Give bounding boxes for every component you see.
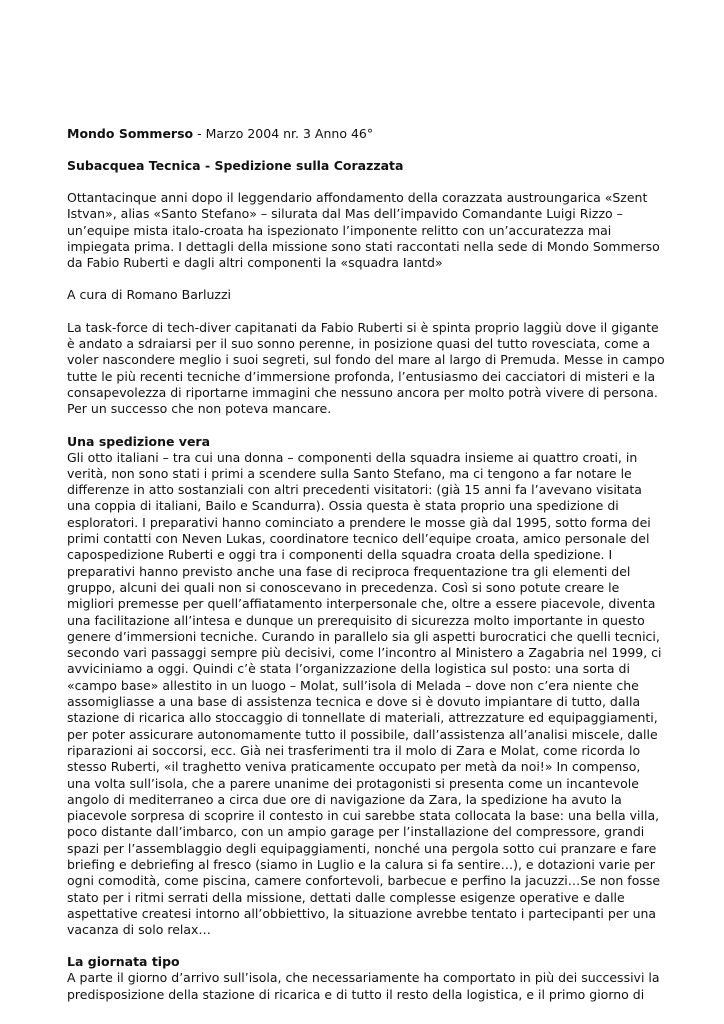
article-subtitle: Subacquea Tecnica - Spedizione sulla Corazzata [67,158,404,173]
issue-info: - Marzo 2004 nr. 3 Anno 46° [193,126,374,141]
author-line: A cura di Romano Barluzzi [67,287,231,303]
document-page [67,126,667,1003]
masthead [67,126,667,142]
section-title-spedizione: Una spedizione vera [67,433,211,449]
intro-paragraph: Ottantacinque anni dopo il leggendario affondamento della corazzata austroungarica «Szent Istvan», alias «Santo Stefano» – silurata dal Mas dell’impavido Comandante Luigi Rizzo – un’equipe mista italo-croata ha ispezionato l’imponente relitto con un’accuratezza mai impiegata prima. I dettagli della missione sono stati raccontati nella sede di Mondo Sommerso da Fabio Ruberti e dagli altri componenti la «squadra Iantd» [67,190,660,271]
section-body-giornata: A parte il giorno d’arrivo sull’isola, che necessariamente ha comportato in più dei successivi la predisposizione della stazione di ricarica e di tutto il resto della logistica, e il primo giorno di [67,970,660,1002]
section-body-spedizione: Gli otto italiani – tra cui una donna – componenti della squadra insieme ai quattro croati, in verità, non sono stati i primi a scendere sulla Santo Stefano, ma ci tengono a far notare le differenze in atto sostanziali con altri precedenti visitatori: (già 15 anni fa l’avevano visitata una coppia di italiani, Bailo e Scandurra). Ossia questa è stata proprio una spedizione di esploratori. I preparativi hanno cominciato a prendere le mosse già dal 1995, sotto forma dei primi contatti con Neven Lukas, coordinatore tecnico dell’equipe croata, amico personale del capospedizione Ruberti e oggi tra i componenti della squadra croata della spedizione. I preparativi hanno previsto anche una fase di reciproca frequentazione tra gli elementi del gruppo, alcuni dei quali non si conoscevano in precedenza. Così si sono potute creare le migliori premesse per quell’affiatamento interpersonale che, oltre a essere piacevole, diventa una facilitazione all’intesa e dunque un prerequisito di sicurezza molto importante in questo genere d’immersioni tecniche. Curando in parallelo sia gli aspetti burocratici che quelli tecnici, secondo vari passaggi sempre più decisivi, come l’incontro al Ministero a Zagabria nel 1999, ci avviciniamo a oggi. Quindi c’è stata l’organizzazione della logistica sul posto: una sorta di «campo base» allestito in un luogo – Molat, sull’isola di Melada – dove non c’era niente che assomigliasse a una base di assistenza tecnica e dove si è dovuto impiantare di tutto, dalla stazione di ricarica allo stoccaggio di tonnellate di materiali, attrezzature ed equipaggiamenti, per poter assicurare autonomamente tutto il possibile, dall’assistenza all’analisi miscele, dalle riparazioni ai soccorsi, ecc. Già nei trasferimenti tra il molo di Zara e Molat, come ricorda lo stesso Ruberti, «il traghetto veniva praticamente occupato per metà da noi!» In compenso, una volta sull’isola, che a parere unanime dei protagonisti si presenta come un incantevole angolo di mediterraneo a circa due ore di navigazione da Zara, la spedizione ha avuto la piacevole sorpresa di scoprire il contesto in cui sarebbe stata collocata la base: una bella villa, poco distante dall’imbarco, con un ampio garage per l’installazione del compressore, grandi spazi per l’assemblaggio degli equipaggiamenti, nonché una pergola sotto cui pranzare e fare briefing e debriefing al fresco (siamo in Luglio e la calura si fa sentire…), e dotazioni varie per ogni comodità, come piscina, camere confortevoli, barbecue e perfino la jacuzzi…Se non fosse stato per i ritmi serrati della missione, dettati dalle complesse esigenze operative e dalle aspettative createsi intorno all’obbiettivo, la situazione avrebbe tentato i partecipanti per una vacanza di solo relax… [67,449,662,938]
section-title-giornata: La giornata tipo [67,954,180,970]
magazine-name: Mondo Sommerso [67,126,194,141]
lead-paragraph: La task-force di tech-diver capitanati da Fabio Ruberti si è spinta proprio laggiù dove il gigante è andato a sdraiarsi per il suo sonno perenne, in posizione quasi del tutto rovesciata, come a voler nascondere meglio i suoi segreti, sul fondo del mare al largo di Premuda. Messe in campo tutte le più recenti tecniche d’immersione profonda, l’entusiasmo dei cacciatori di misteri e la consapevolezza di riportarne immagini che nessuno ancora per molto potrà vivere di persona. Per un successo che non poteva mancare. [67,319,665,417]
